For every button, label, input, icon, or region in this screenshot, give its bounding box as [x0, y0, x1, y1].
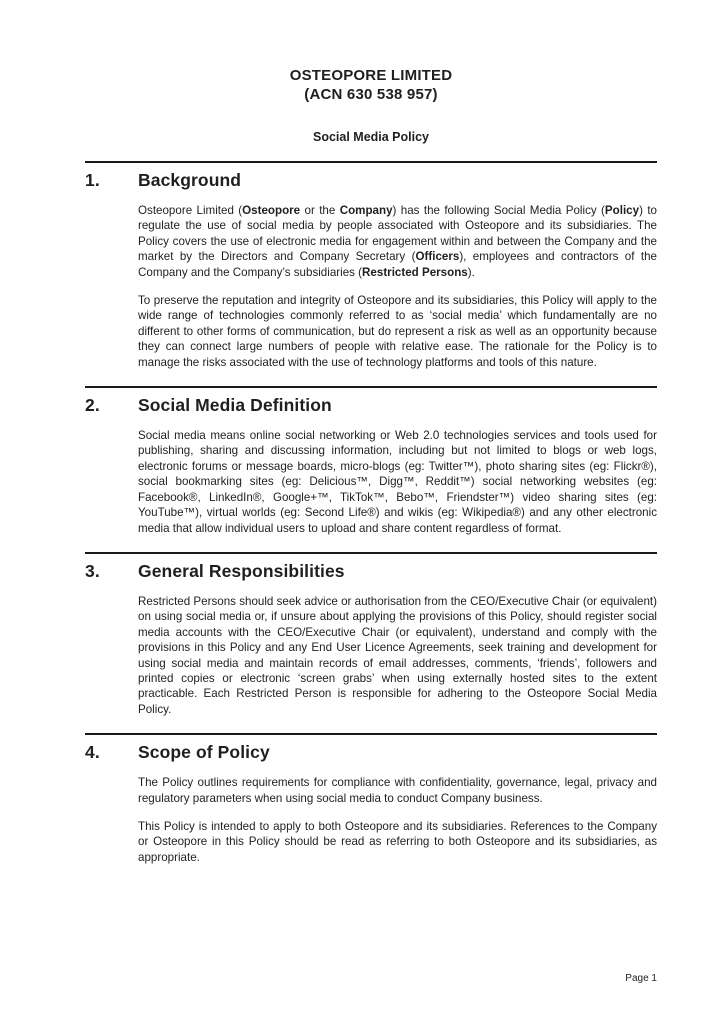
bold-term: Officers	[415, 250, 460, 264]
section-number: 3.	[85, 560, 100, 581]
company-name: OSTEOPORE LIMITED	[289, 67, 453, 84]
company-acn: (ACN 630 538 957)	[304, 86, 438, 103]
document-title: Social Media Policy	[312, 130, 429, 144]
section-heading	[85, 169, 657, 191]
policy-section	[85, 733, 657, 865]
section-title: Social Media Definition	[138, 395, 332, 416]
section-heading	[85, 560, 657, 582]
paragraph: Social media means online social networking or Web 2.0 technologies services and tools used for publishing, sharing and discussing information, including but not limited to blogs or web logs, electronic forums or message boards, micro-blogs (eg: Twitter™), photo sharing sites (eg: Flickr®), social bookmarking sites (eg: Delicious™, Digg™, Reddit™) social networking websites (eg: Facebook®, LinkedIn®, Google+™, TikTok™, Bebo™, Friendster™) video sharing sites (eg: YouTube™), virtual worlds (eg: Second Life®) and wikis (eg: Wikipedia®) and any other electronic media that allow individual users to upload and share content regardless of format.	[138, 429, 657, 535]
section-heading	[85, 741, 657, 763]
bold-term: Policy	[604, 204, 640, 217]
section-divider	[85, 733, 657, 735]
bold-term: Company	[339, 204, 393, 217]
paragraph: To preserve the reputation and integrity of Osteopore and its subsidiaries, this Policy will apply to the wide range of technologies commonly referred to as ‘social media’ which fundamentally are no different to other forms of communication, but do represent a risk as well as an opportunity because they can connect large numbers of people with relative ease. The rationale for the Policy is to manage the risks associated with the use of technology platforms and tools of this nature.	[138, 294, 657, 369]
page-footer	[625, 972, 657, 985]
section-divider	[85, 161, 657, 163]
policy-section	[85, 386, 657, 536]
section-divider	[85, 552, 657, 554]
section-title: General Responsibilities	[138, 560, 345, 581]
page-number: Page 1	[625, 973, 657, 984]
section-title: Scope of Policy	[138, 742, 270, 763]
document-body	[85, 161, 657, 865]
section-divider	[85, 386, 657, 388]
section-heading	[85, 394, 657, 416]
document-header	[85, 66, 657, 145]
bold-term: Restricted Persons	[362, 265, 468, 279]
policy-section	[85, 552, 657, 717]
section-number: 1.	[85, 170, 100, 190]
paragraph: The Policy outlines requirements for compliance with confidentiality, governance, legal, privacy and regulatory parameters when using social media to conduct Company business.	[138, 776, 657, 805]
paragraph: Osteopore Limited (Osteopore or the Company) has the following Social Media Policy (Policy) to regulate the use of social media by people associated with Osteopore and its subsidiaries. The Policy covers the use of electronic media for engagement within and between the Company and the market by the Directors and Company Secretary (Officers), employees and contractors of the Company and the Company’s subsidiaries (Restricted Persons).	[138, 204, 657, 279]
section-number: 2.	[85, 395, 100, 416]
bold-term: Osteopore	[242, 204, 301, 217]
paragraph: Restricted Persons should seek advice or authorisation from the CEO/Executive Chair (or equivalent) on using social media or, if unsure about applying the provisions of this Policy, should register social media accounts with the CEO/Executive Chair (or equivalent), understand and comply with the provisions in this Policy and any End User Licence Agreements, seek training and development for using social media and maintain records of email addresses, comments, ‘friends’, followers and printed copies or electronic ‘screen grabs’ when using externally hosted sites to the extent practicable. Each Restricted Person is responsible for adhering to the Osteopore Social Media Policy.	[138, 594, 657, 716]
policy-section	[85, 161, 657, 370]
section-title: Background	[138, 170, 242, 190]
paragraph: This Policy is intended to apply to both Osteopore and its subsidiaries. References to the Company or Osteopore in this Policy should be read as referring to both Osteopore and its subsidiaries, as appropriate.	[138, 819, 657, 864]
section-number: 4.	[85, 742, 100, 763]
